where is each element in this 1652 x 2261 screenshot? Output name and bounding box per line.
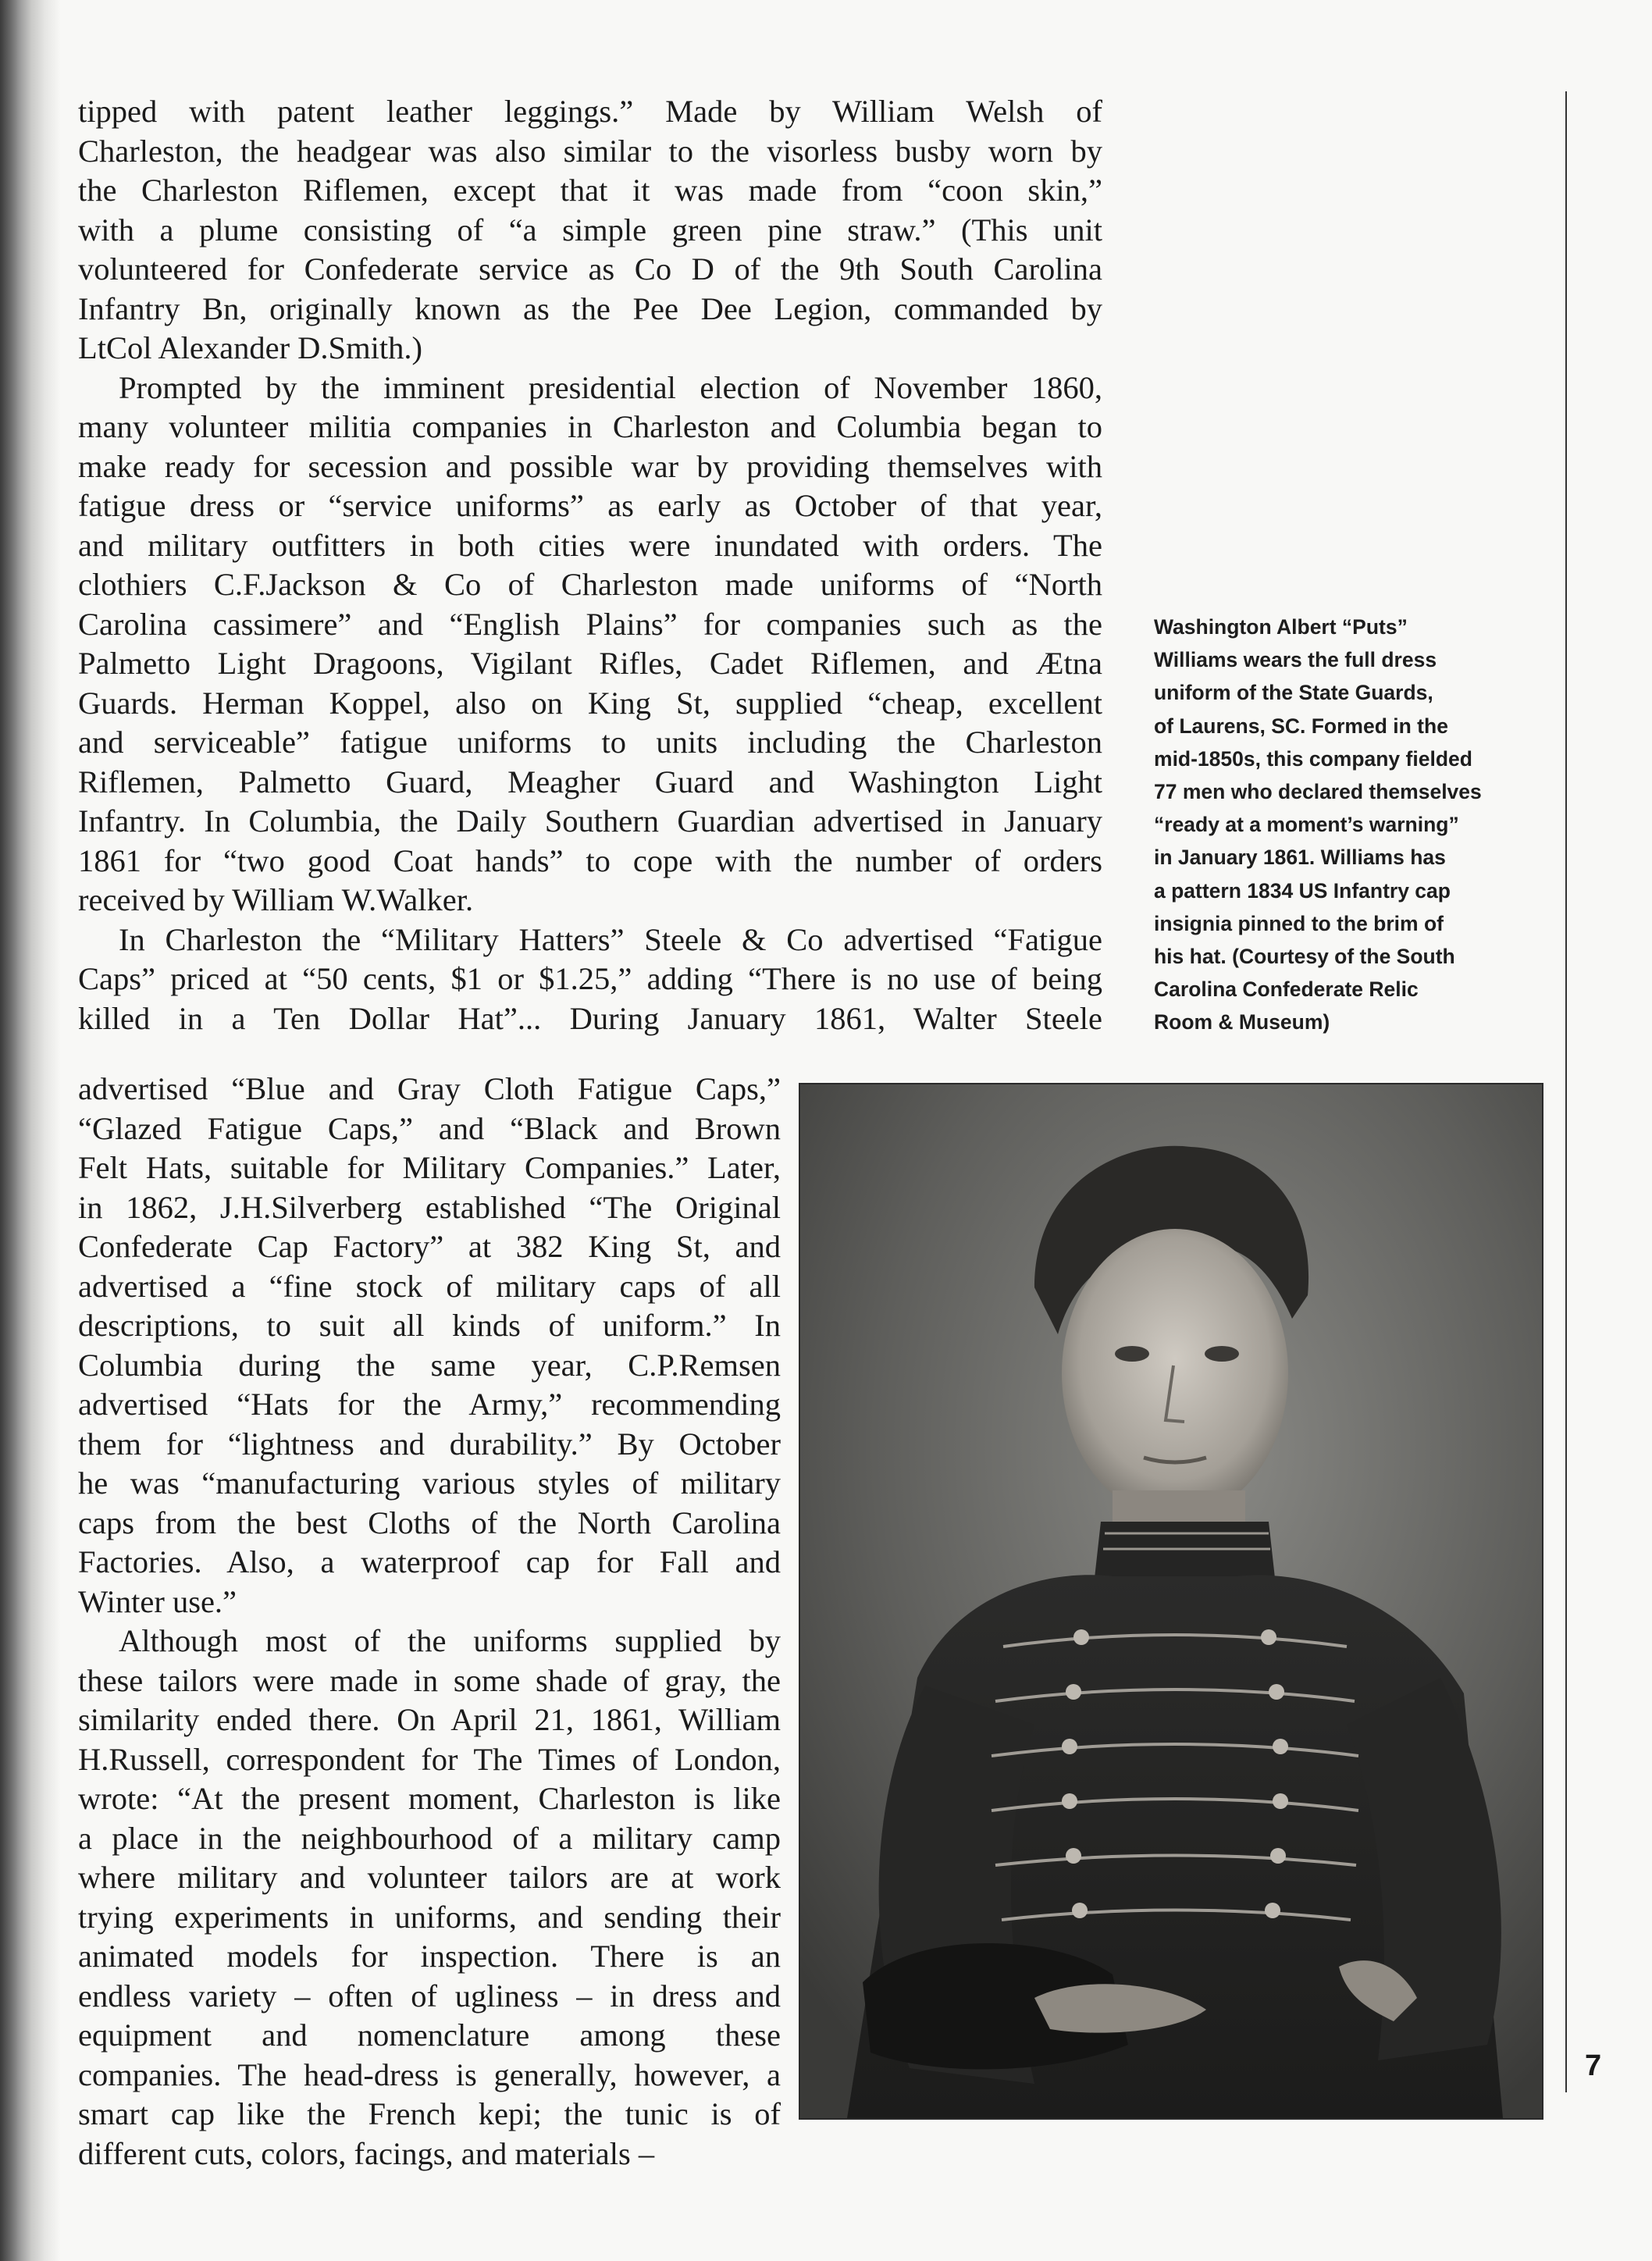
text-line: Confederate Cap Factory” at 382 King St, and <box>78 1229 781 1264</box>
caption-line: Washington Albert “Puts” <box>1154 615 1408 639</box>
text-line: wrote: “At the present moment, Charleston is like <box>78 1781 781 1816</box>
portrait-photo-illustration <box>800 1084 1542 2118</box>
text-line: many volunteer militia companies in Charleston and Columbia began to <box>78 409 1102 444</box>
caption-line: uniform of the State Guards, <box>1154 681 1433 705</box>
text-line: Although most of the uniforms supplied by <box>119 1623 781 1658</box>
text-line: volunteered for Confederate service as Co D of the 9th South Carolina <box>78 251 1102 287</box>
text-line: Guards. Herman Koppel, also on King St, supplied “cheap, excellent <box>78 685 1102 721</box>
portrait-photograph <box>799 1083 1543 2120</box>
text-line: Factories. Also, a waterproof cap for Fall and <box>78 1544 781 1579</box>
text-line: a place in the neighbourhood of a military camp <box>78 1820 781 1856</box>
caption-line: Carolina Confederate Relic <box>1154 977 1419 1002</box>
text-line: killed in a Ten Dollar Hat”... During January 1861, Walter Steele <box>78 1000 1102 1036</box>
caption-line: his hat. (Courtesy of the South <box>1154 945 1455 969</box>
text-line: caps from the best Cloths of the North Carolina <box>78 1504 781 1540</box>
text-line: Riflemen, Palmetto Guard, Meagher Guard and Washington Light <box>78 764 1102 799</box>
text-line: companies. The head-dress is generally, however, a <box>78 2056 781 2092</box>
text-line: animated models for inspection. There is an <box>78 1939 781 1974</box>
text-line: Columbia during the same year, C.P.Remsen <box>78 1347 781 1383</box>
page-number: 7 <box>1585 2049 1602 2082</box>
text-line: advertised “Blue and Gray Cloth Fatigue Caps,” <box>78 1071 781 1106</box>
caption-line: 77 men who declared themselves <box>1154 780 1482 804</box>
caption-line: in January 1861. Williams has <box>1154 846 1446 870</box>
caption-line: mid-1850s, this company fielded <box>1154 746 1472 771</box>
text-line: clothiers C.F.Jackson & Co of Charleston made uniforms of “North <box>78 567 1102 602</box>
caption-line: a pattern 1834 US Infantry cap <box>1154 878 1451 903</box>
text-line: them for “lightness and durability.” By October <box>78 1426 781 1462</box>
text-line: Carolina cassimere” and “English Plains” for companies such as the <box>78 606 1102 642</box>
text-line: “Glazed Fatigue Caps,” and “Black and Brown <box>78 1110 781 1146</box>
text-line: Infantry Bn, originally known as the Pee Dee Legion, commanded by <box>78 290 1102 326</box>
text-line: 1861 for “two good Coat hands” to cope with the number of orders <box>78 842 1102 878</box>
text-line: different cuts, colors, facings, and materials – <box>78 2135 655 2171</box>
text-line: tipped with patent leather leggings.” Made by William Welsh of <box>78 94 1102 129</box>
body-text-full-width <box>78 92 1102 1038</box>
text-line: Palmetto Light Dragoons, Vigilant Rifles, Cadet Riflemen, and Ætna <box>78 646 1102 681</box>
text-line: make ready for secession and possible war by providing themselves with <box>78 448 1102 484</box>
text-line: fatigue dress or “service uniforms” as early as October of that year, <box>78 488 1102 523</box>
text-line: equipment and nomenclature among these <box>78 2017 781 2053</box>
caption-line: “ready at a moment’s warning” <box>1154 813 1459 837</box>
text-line: these tailors were made in some shade of gray, the <box>78 1662 781 1698</box>
text-line: received by William W.Walker. <box>78 882 474 917</box>
text-line: and serviceable” fatigue uniforms to units including the Charleston <box>78 725 1102 760</box>
text-line: he was “manufacturing various styles of military <box>78 1465 781 1501</box>
text-line: with a plume consisting of “a simple green pine straw.” (This unit <box>78 212 1102 247</box>
text-line: Charleston, the headgear was also similar to the visorless busby worn by <box>78 133 1102 169</box>
text-line: LtCol Alexander D.Smith.) <box>78 330 422 365</box>
book-spine-shadow <box>0 0 61 2261</box>
text-line: Prompted by the imminent presidential election of November 1860, <box>119 369 1102 405</box>
text-line: smart cap like the French kepi; the tunic is of <box>78 2096 781 2131</box>
text-line: where military and volunteer tailors are at work <box>78 1860 781 1895</box>
text-line: Infantry. In Columbia, the Daily Southern Guardian advertised in January <box>78 803 1102 839</box>
body-text-narrow-column <box>78 1070 781 2174</box>
text-line: advertised “Hats for the Army,” recommending <box>78 1387 781 1422</box>
text-line: and military outfitters in both cities were inundated with orders. The <box>78 527 1102 563</box>
text-line: In Charleston the “Military Hatters” Steele & Co advertised “Fatigue <box>119 921 1102 957</box>
text-line: endless variety – often of ugliness – in dress and <box>78 1978 781 2014</box>
text-line: trying experiments in uniforms, and sending their <box>78 1899 781 1935</box>
text-line: in 1862, J.H.Silverberg established “The Original <box>78 1189 781 1225</box>
text-line: similarity ended there. On April 21, 1861, William <box>78 1702 781 1737</box>
caption-line: insignia pinned to the brim of <box>1154 911 1444 935</box>
caption-line: Room & Museum) <box>1154 1010 1330 1034</box>
text-line: Winter use.” <box>78 1583 237 1619</box>
text-line: Caps” priced at “50 cents, $1 or $1.25,” adding “There is no use of being <box>78 961 1102 996</box>
caption-line: of Laurens, SC. Formed in the <box>1154 714 1448 738</box>
text-line: the Charleston Riflemen, except that it was made from “coon skin,” <box>78 173 1102 208</box>
margin-rule <box>1565 91 1567 2092</box>
text-line: advertised a “fine stock of military caps of all <box>78 1268 781 1304</box>
text-line: Felt Hats, suitable for Military Companies.” Later, <box>78 1150 781 1185</box>
text-line: descriptions, to suit all kinds of uniform.” In <box>78 1308 781 1343</box>
caption-line: Williams wears the full dress <box>1154 648 1437 672</box>
photo-caption <box>1154 611 1568 1039</box>
text-line: H.Russell, correspondent for The Times of London, <box>78 1741 781 1777</box>
